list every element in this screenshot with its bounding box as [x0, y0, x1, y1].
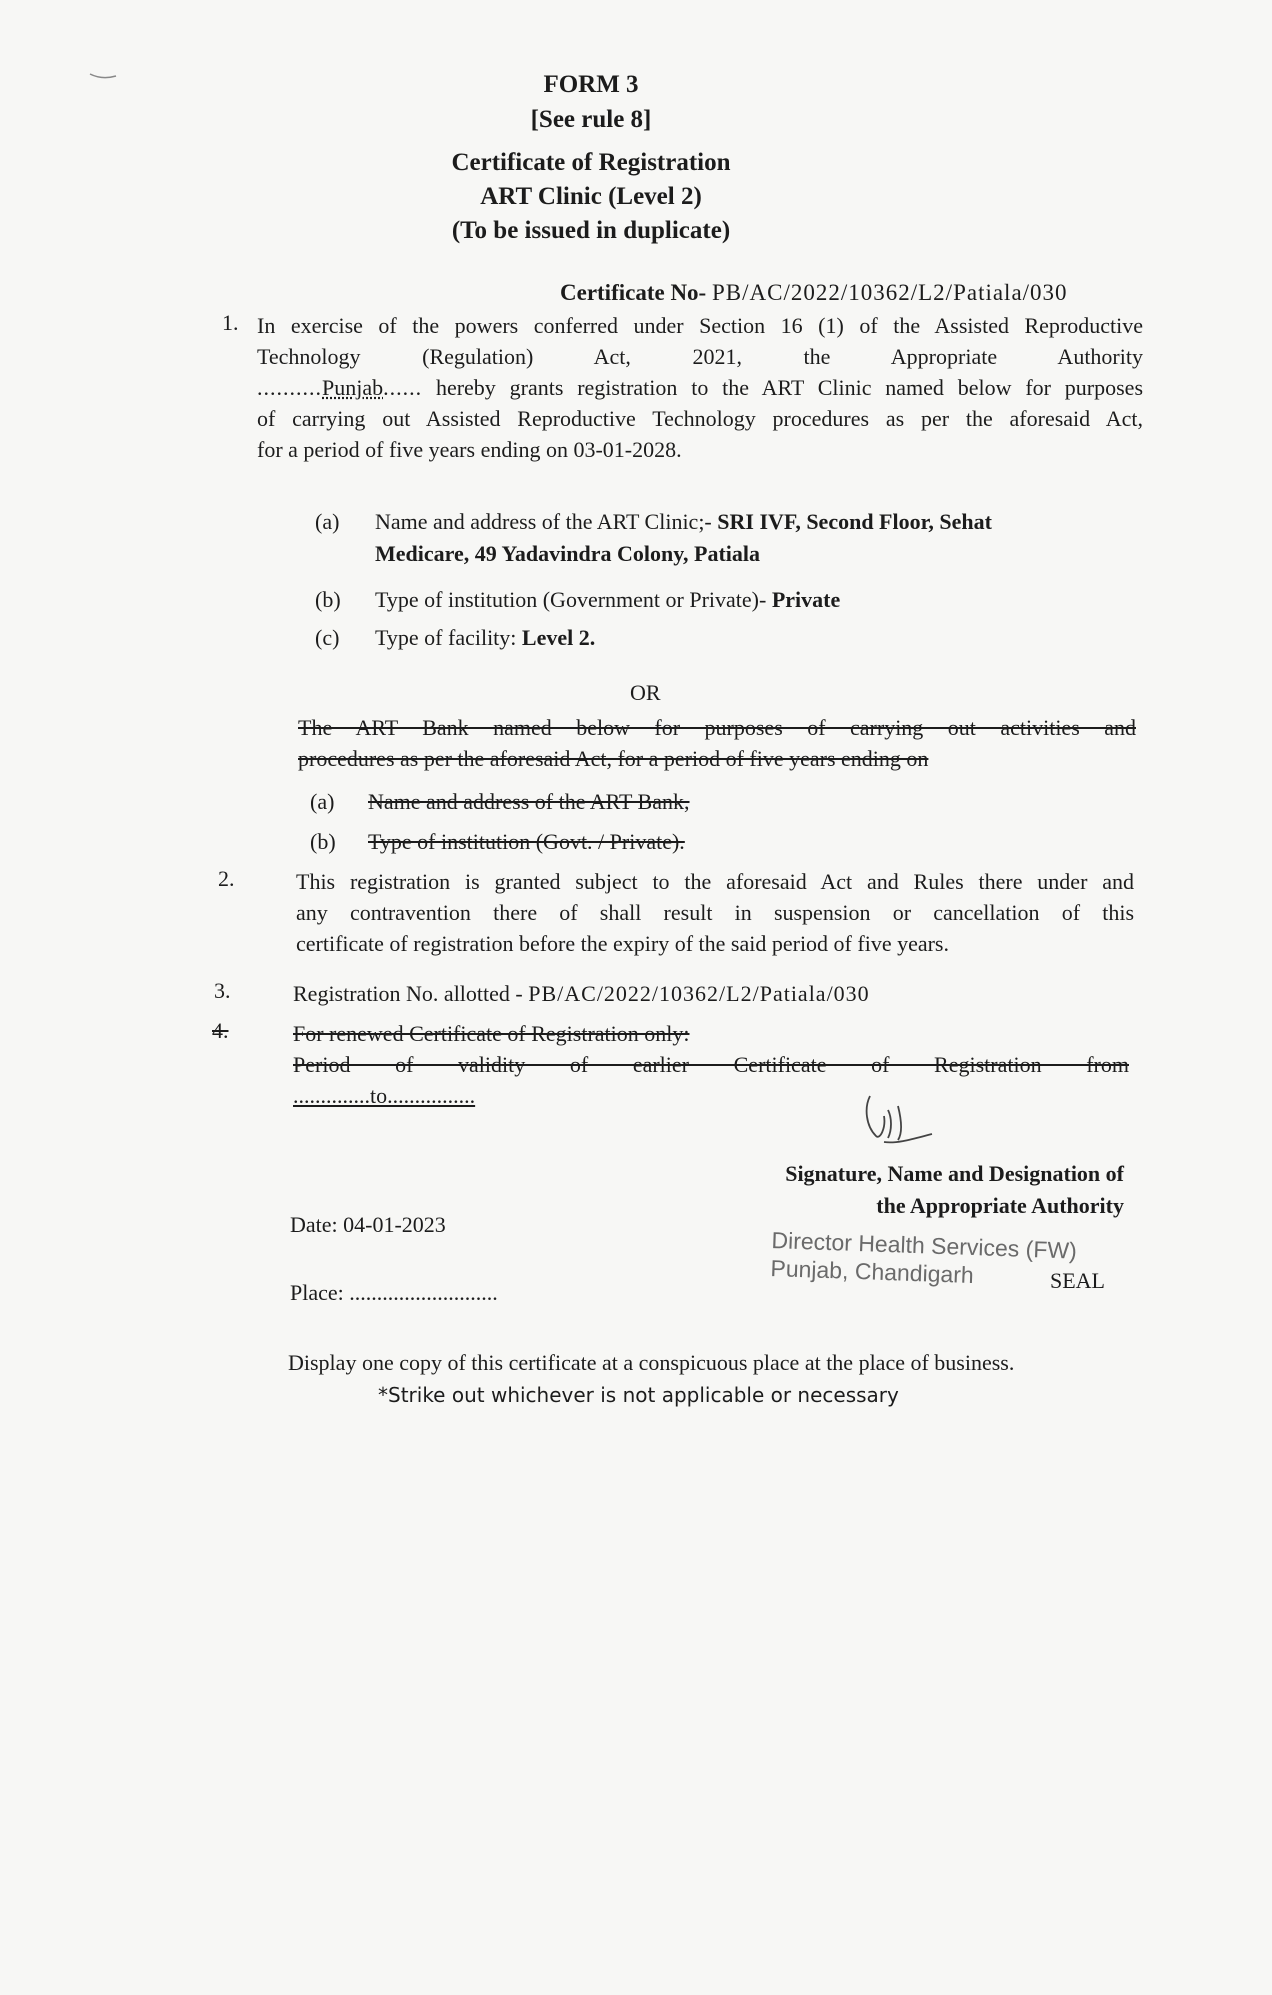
or-separator: OR — [630, 680, 661, 705]
sub-label: (b) — [315, 587, 341, 612]
signature-line: the Appropriate Authority — [876, 1193, 1124, 1218]
facility-type-text — [375, 622, 1155, 654]
authority-stamp — [770, 1226, 1077, 1293]
dotted-fill: ...... — [383, 375, 423, 400]
display-instruction: Display one copy of this certificate at a conspicuous place at the place of business. — [288, 1350, 1015, 1375]
item-1-number: 1. — [222, 310, 239, 335]
institution-type-value: Private — [771, 587, 841, 612]
art-bank-name — [310, 786, 1010, 820]
item-4-number: 4. — [212, 1018, 229, 1043]
item-4-line: For renewed Certificate of Registration only: — [293, 1021, 690, 1046]
clinic-name-value: SRI IVF, Second Floor, Sehat — [717, 509, 992, 534]
sub-label: (a) — [310, 789, 335, 814]
duplicate-note: (To be issued in duplicate) — [451, 217, 731, 244]
field-label: Name and address of the ART Clinic;- — [375, 509, 712, 534]
institution-type — [315, 584, 1175, 618]
item-2-line: any contravention there of shall result in suspension or cancellation of this — [296, 900, 1134, 925]
facility-type-value: Level 2. — [521, 625, 596, 650]
registration-number-value: PB/AC/2022/10362/L2/Patiala/030 — [528, 981, 870, 1006]
item-3-text — [293, 978, 1153, 1009]
dotted-fill: .......... — [257, 375, 322, 400]
stamp-line: Director Health Services (FW) — [771, 1226, 1078, 1264]
signature-block — [680, 1158, 1124, 1222]
item-1-line — [257, 372, 1143, 403]
clinic-name-address — [315, 506, 1175, 576]
field-label: Type of facility: — [375, 625, 517, 650]
item-1-line: Technology (Regulation) Act, 2021, the Appropriate Authority — [257, 344, 1143, 369]
item-1-text — [257, 310, 1143, 465]
facility-type — [315, 622, 1175, 656]
field-label: Type of institution (Government or Private)- — [375, 587, 767, 612]
item-2-line: certificate of registration before the expiry of the said period of five years. — [296, 931, 949, 956]
issue-place: Place: ........................... — [290, 1280, 498, 1305]
clinic-name-address-text — [375, 506, 1155, 570]
handwritten-signature — [858, 1088, 938, 1148]
item-2-text — [296, 866, 1134, 959]
art-bank-institution-text: Type of institution (Govt. / Private). — [368, 829, 685, 854]
state-name: Punjab — [322, 375, 384, 400]
certificate-number — [560, 280, 1068, 306]
certificate-number-value: PB/AC/2022/10362/L2/Patiala/030 — [711, 280, 1068, 305]
stamp-line: Punjab, Chandigarh — [770, 1254, 975, 1289]
art-bank-line: procedures as per the aforesaid Act, for a period of five years ending on — [298, 746, 929, 771]
art-bank-institution — [310, 826, 1010, 860]
item-1-line-rest: hereby grants registration to the ART Clinic named below for purposes — [435, 375, 1144, 400]
sub-label: (c) — [315, 625, 340, 650]
issue-date: Date: 04-01-2023 — [290, 1212, 446, 1237]
item-4-line: Period of validity of earlier Certificate of Registration from — [293, 1052, 1129, 1077]
certificate-subtitle: ART Clinic (Level 2) — [480, 183, 702, 210]
item-1-line: In exercise of the powers conferred under Section 16 (1) of the Assisted Reproductive — [257, 313, 1143, 338]
registration-label: Registration No. allotted - — [293, 981, 523, 1006]
strike-out-note: *Strike out whichever is not applicable or necessary — [378, 1383, 899, 1407]
item-3-number: 3. — [214, 978, 231, 1003]
rule-reference: [See rule 8] — [530, 106, 652, 133]
item-4-text — [293, 1018, 1129, 1111]
item-4-line: ..............to................ — [293, 1083, 476, 1108]
form-number: FORM 3 — [543, 71, 639, 98]
item-1-line: of carrying out Assisted Reproductive Technology procedures as per the aforesaid Act, — [257, 406, 1143, 431]
item-2-number: 2. — [218, 866, 235, 891]
item-2-line: This registration is granted subject to the aforesaid Act and Rules there under and — [296, 869, 1134, 894]
art-bank-line: The ART Bank named below for purposes of carrying out activities and — [298, 715, 1136, 740]
art-bank-text — [298, 712, 1136, 774]
certificate-title: Certificate of Registration — [451, 149, 731, 176]
certificate-number-label: Certificate No- — [560, 280, 707, 305]
sub-label: (a) — [315, 509, 340, 534]
signature-line: Signature, Name and Designation of — [785, 1161, 1124, 1186]
art-bank-name-text: Name and address of the ART Bank, — [368, 789, 690, 814]
institution-type-text — [375, 584, 1155, 616]
item-1-line: for a period of five years ending on 03-01-2028. — [257, 437, 682, 462]
sub-label: (b) — [310, 829, 336, 854]
clinic-address-value: Medicare, 49 Yadavindra Colony, Patiala — [375, 541, 760, 566]
seal-label: SEAL — [1050, 1268, 1105, 1293]
